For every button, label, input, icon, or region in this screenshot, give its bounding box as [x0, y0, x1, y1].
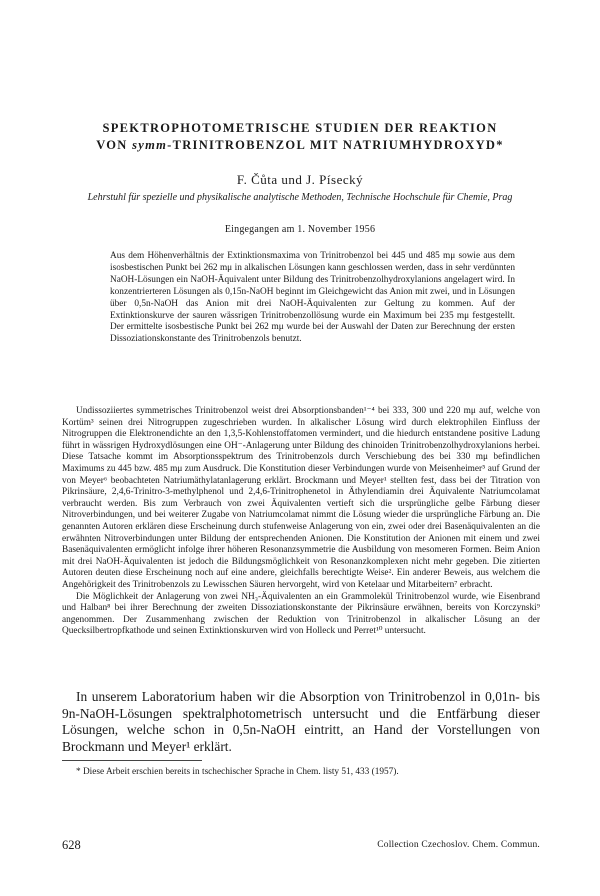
- received-date: Eingegangen am 1. November 1956: [224, 224, 376, 235]
- title-prefix: VON: [96, 138, 133, 152]
- title-line-2: [70, 137, 530, 154]
- title-suffix: -TRINITROBENZOL MIT NATRIUMHYDROXYD*: [167, 138, 504, 152]
- body-text: [62, 406, 540, 638]
- large-paragraph-text: In unserem Laboratorium haben wir die Absorption von Trinitrobenzol in 0,01n- bis 9n-NaOH-Lösungen spektralphotometrisch untersucht und die Entfärbung dieser Lösungen, welche schon in 0,5n-NaOH eintritt, an Hand der Vorstellungen von Brockmann und Meyer¹ erklärt.: [62, 689, 540, 754]
- footnote: * Diese Arbeit erschien bereits in tschechischer Sprache in Chem. listy 51, 433 (1957).: [76, 767, 399, 777]
- title-italic: symm: [132, 138, 168, 152]
- page-number: 628: [62, 838, 81, 852]
- abstract: Aus dem Höhenverhältnis der Extinktionsmaxima von Trinitrobenzol bei 445 und 485 mμ sowie aus dem isosbestischen Punkt bei 262 mμ in alkalischen Lösungen kann geschlossen werden, dass in sehr verdünnten NaOH-Lösungen ein NaOH-Äquivalent unter Bildung des Trinitrobenzolhydroxylanions angelagert wird. In konzentrierteren Lösungen als 0,15n-NaOH beginnt im Gleichgewicht das Anion mit zwei, und in Lösungen über 0,5n-NaOH das Anion mit drei NaOH-Äquivalenten zur Geltung zu kommen. Auf der Extinktionskurve der sauren wässrigen Trinitrobenzollösung wurde ein Maximum bei 235 mμ festgestellt. Der ermittelte isosbestische Punkt bei 262 mμ wurde bei der Auswahl der Daten zur Berechnung der ersten Dissoziationskonstante des Trinitrobenzols benutzt.: [110, 251, 515, 345]
- affiliation: Lehrstuhl für spezielle und physikalische analytische Methoden, Technische Hochschule für Chemie, Prag: [87, 192, 513, 203]
- body-paragraph-2: Die Möglichkeit der Anlagerung von zwei NH₃-Äquivalenten an ein Grammolekül Trinitrobenzol wurde, wie Eisenbrand und Halban⁸ bei ihrer Berechnung der zweiten Dissoziationskonstante der Pikrinsäure erwähnen, bereits von Korczynski⁹ angenommen. Der Zusammenhang zwischen der Reduktion von Trinitrobenzol in alkalischer Lösung an der Quecksilbertropfkathode und seinen Extinktionskurven wird von Holleck und Perret¹⁰ untersucht.: [62, 591, 540, 637]
- article-title: [70, 120, 530, 154]
- large-paragraph: [62, 689, 540, 755]
- journal-name: Collection Czechoslov. Chem. Commun.: [377, 840, 540, 850]
- authors: F. Čůta und J. Písecký: [236, 172, 364, 187]
- body-paragraph-1: Undissoziiertes symmetrisches Trinitrobenzol weist drei Absorptionsbanden¹⁻⁴ bei 333, 300 und 220 mμ auf, welche von Kortüm³ seinen drei Nitrogruppen zugeschrieben wurden. In alkalischer Lösung wird durch elektrophilen Einfluss der Nitrogruppen die Elektronendichte an den 1,3,5-Kohlenstoffatomen vermindert, und die hiedurch entstandene positive Ladung führt in wässrigen Hydroxydlösungen eine OH⁻-Anlagerung unter Bildung des chinoiden Trinitrobenzolhydroxylanions herbei. Diese Tatsache kommt im Absorptionsspektrum des Trinitrobenzols durch Verschiebung des bei 330 mμ befindlichen Maximums zu 445 bzw. 485 mμ zum Ausdruck. Die Konstitution dieser Verbindungen wurde von Meisenheimer⁵ auf Grund der von Meyer⁶ beobachteten Natriumäthylatanlagerung erklärt. Brockmann und Meyer¹ stellten fest, dass bei der Titration von Pikrinsäure, 2,4,6-Trinitro-3-methylphenol und 2,4,6-Trinitrophenetol in Äthylendiamin drei Äquivalente Natriumcolamat verbraucht werden. Bis zum Verbrauch von zwei Äquivalenten vertieft sich die ursprüngliche gelbe Färbung dieser Nitroverbindungen, und bei weiterer Zugabe von Natriumcolamat nimmt die Lösung wieder die ursprüngliche Färbung an. Die genannten Autoren erklären diese Erscheinung durch stufenweise Anlagerung von ein, zwei oder drei Basenäquivalenten an die erwähnten Nitroverbindungen unter Bildung der entsprechenden Anionen. Die Konstitution der Anionen mit einem und zwei Basenäquivalenten ermöglicht infolge ihrer höheren Resonanzsymmetrie die Ausbildung von mesomeren Formen. Beim Anion mit drei NaOH-Äquivalenten ist jedoch die Bildungsmöglichkeit von Resonanzkomplexen nicht mehr gegeben. Die zitierten Autoren deuten diese Erscheinung noch auf eine andere, gleichfalls berechtigte Weise². Ein anderer Beweis, aus welchem die Angehörigkeit des Trinitrobenzols zu Lewisschen Säuren hervorgeht, wird von Ketelaar und Mitarbeitern⁷ erbracht.: [62, 406, 540, 590]
- title-line-1: SPEKTROPHOTOMETRISCHE STUDIEN DER REAKTION: [102, 121, 498, 135]
- footnote-rule: [62, 760, 202, 761]
